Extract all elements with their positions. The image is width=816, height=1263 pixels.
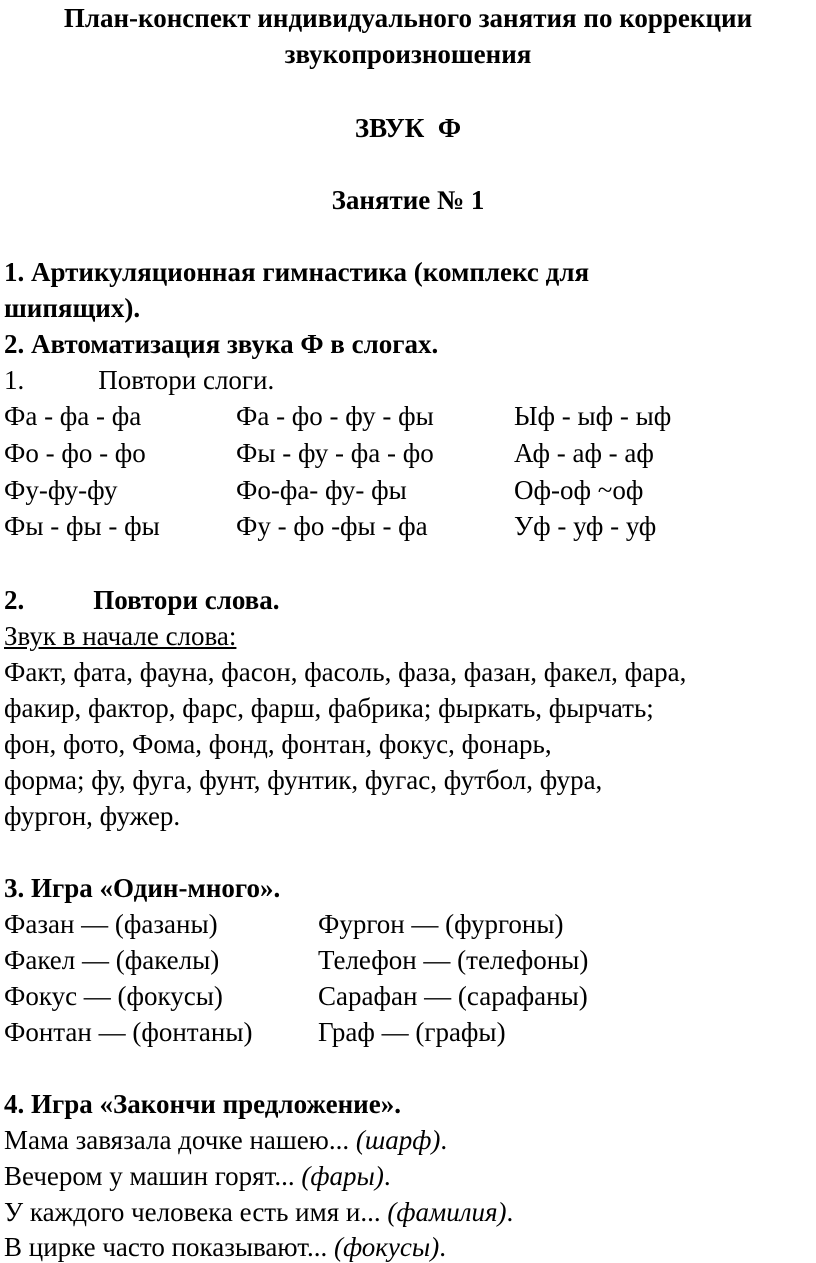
pair-plural: Граф — (графы) — [318, 1017, 506, 1047]
sentence-end: . — [383, 1161, 391, 1191]
pair-plural: Фургон — (фургоны) — [318, 909, 564, 939]
sentence-answer: (фамилия) — [387, 1197, 507, 1227]
pair-plural: Телефон — (телефоны) — [318, 945, 589, 975]
sound-heading: ЗВУК Ф — [354, 113, 462, 143]
sentence-end: . — [439, 1232, 446, 1262]
syllable-cell: Аф - аф - аф — [514, 438, 654, 468]
sentence — [4, 1160, 391, 1192]
sentence-text: У каждого человека есть имя и... — [4, 1197, 388, 1227]
syllable-cell: Уф - уф - уф — [514, 511, 657, 541]
syllable-cell: Оф-оф ~оф — [514, 475, 644, 505]
sentence-text: В цирке часто показывают... — [4, 1232, 334, 1262]
syllable-cell: Фа - фо - фу - фы — [236, 401, 434, 431]
sentence-end: . — [506, 1197, 514, 1227]
words-heading — [4, 584, 280, 616]
section1-heading-line-1: 1. Артикуляционная гимнастика (комплекс для — [4, 257, 590, 287]
section1-heading-line-2: шипящих). — [4, 293, 141, 323]
sentence-answer: (фокусы) — [334, 1232, 440, 1262]
words-heading-number: 2. — [4, 585, 25, 615]
syllables-task — [4, 364, 274, 396]
syllable-cell: Фы - фу - фа - фо — [236, 438, 434, 468]
syllable-cell: Фы - фы - фы — [4, 511, 160, 541]
words-line: факир, фактор, фарс, фарш, фабрика; фыркать, фырчать; — [4, 693, 654, 723]
sentence-end: . — [440, 1125, 448, 1155]
syllable-cell: Фа - фа - фа — [4, 401, 142, 431]
words-line: форма; фу, фуга, фунт, фунтик, фугас, футбол, фура, — [4, 765, 603, 795]
lesson-heading: Занятие № 1 — [331, 185, 485, 215]
sentence — [4, 1124, 447, 1156]
sentence — [4, 1196, 513, 1228]
game1-heading: 3. Игра «Один-много». — [4, 873, 281, 903]
syllable-cell: Фу-фу-фу — [4, 475, 118, 505]
sentence — [4, 1231, 446, 1263]
words-line: фон, фото, Фома, фонд, фонтан, фокус, фонарь, — [4, 729, 552, 759]
pair-singular: Факел — (факелы) — [4, 945, 220, 975]
syllable-cell: Ыф - ыф - ыф — [514, 401, 672, 431]
sentence-text: Вечером у машин горят... — [4, 1161, 302, 1191]
pair-singular: Фокус — (фокусы) — [4, 981, 223, 1011]
pair-singular: Фазан — (фазаны) — [4, 909, 218, 939]
title-line-1: План-конспект индивидуального занятия по коррекции — [63, 3, 753, 33]
sentence-answer: (шарф) — [355, 1125, 441, 1155]
syllables-task-label: Повтори слоги. — [98, 365, 275, 395]
game2-heading: 4. Игра «Закончи предложение». — [4, 1089, 401, 1119]
pair-singular: Фонтан — (фонтаны) — [4, 1017, 253, 1047]
sentence-answer: (фары) — [301, 1161, 384, 1191]
words-line: фургон, фужер. — [4, 801, 181, 831]
syllables-task-number: 1. — [4, 365, 25, 395]
words-line: Факт, фата, фауна, фасон, фасоль, фаза, фазан, факел, фара, — [4, 657, 687, 687]
words-subheading: Звук в начале слова: — [4, 621, 237, 651]
syllable-cell: Фо - фо - фо — [4, 438, 146, 468]
title-line-2: звукопроизношения — [284, 39, 532, 69]
pair-plural: Сарафан — (сарафаны) — [318, 981, 588, 1011]
words-heading-label: Повтори слова. — [93, 585, 280, 615]
syllable-cell: Фу - фо -фы - фа — [236, 511, 428, 541]
section2-heading: 2. Автоматизация звука Ф в слогах. — [4, 329, 439, 359]
sentence-text: Мама завязала дочке нашею... — [4, 1125, 356, 1155]
syllable-cell: Фо-фа- фу- фы — [236, 475, 407, 505]
